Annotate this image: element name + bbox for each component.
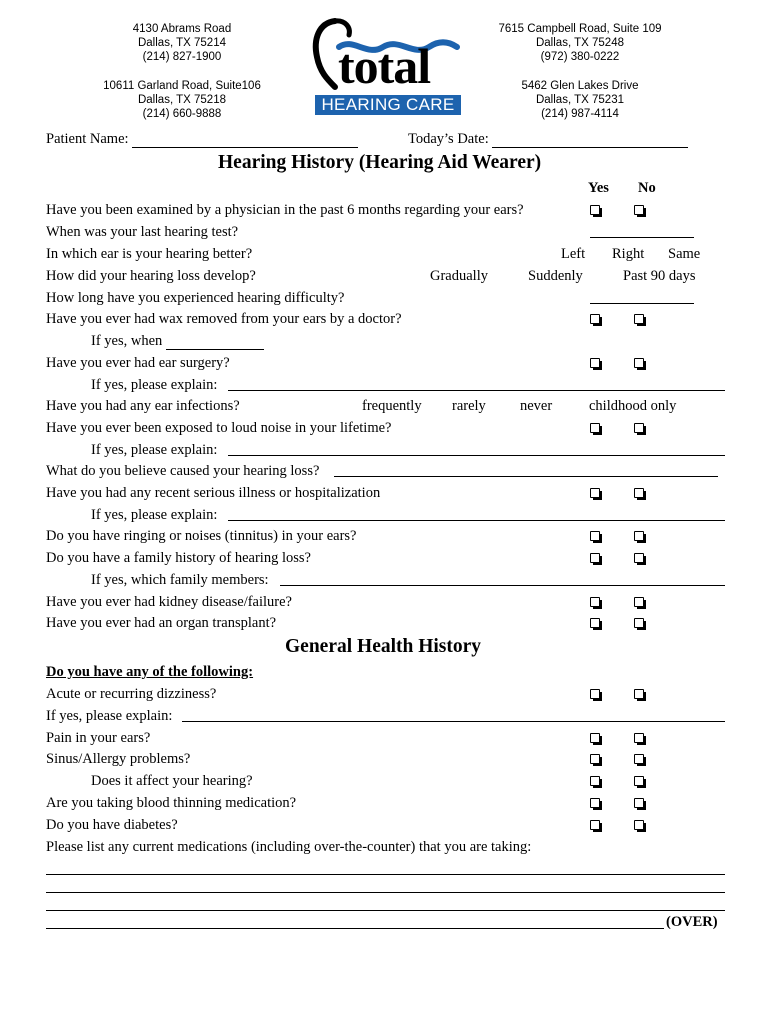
sinus-yes-checkbox[interactable] bbox=[590, 754, 600, 764]
over-note: (OVER) bbox=[666, 914, 718, 930]
address-line: Dallas, TX 75218 bbox=[137, 94, 226, 106]
dizziness-if-yes-explain: If yes, please explain: bbox=[46, 708, 173, 724]
question-kidney: Have you ever had kidney disease/failure? bbox=[46, 594, 292, 610]
general-health-title: General Health History bbox=[285, 636, 482, 657]
question-affect-hearing: Does it affect your hearing? bbox=[91, 773, 253, 789]
illness-no-checkbox[interactable] bbox=[634, 488, 644, 498]
question-blood-thinning: Are you taking blood thinning medication? bbox=[46, 795, 297, 811]
question-last-test: When was your last hearing test? bbox=[46, 224, 239, 240]
noise-no-checkbox[interactable] bbox=[634, 423, 644, 433]
address-line: 4130 Abrams Road bbox=[132, 23, 232, 35]
address-bottom-right bbox=[480, 79, 680, 121]
option-childhood-only[interactable]: childhood only bbox=[589, 398, 677, 414]
option-never[interactable]: never bbox=[520, 398, 553, 414]
address-line: (214) 987-4114 bbox=[541, 108, 619, 120]
tinnitus-no-checkbox[interactable] bbox=[634, 531, 644, 541]
option-gradually[interactable]: Gradually bbox=[430, 268, 488, 284]
patient-name-field[interactable] bbox=[132, 135, 358, 148]
examined-yes-checkbox[interactable] bbox=[590, 205, 600, 215]
patient-name-text: Patient Name: bbox=[46, 131, 129, 147]
medications-field-4[interactable] bbox=[46, 928, 664, 929]
diabetes-yes-checkbox[interactable] bbox=[590, 820, 600, 830]
address-line: 10611 Garland Road, Suite106 bbox=[103, 80, 261, 92]
noise-if-yes-explain: If yes, please explain: bbox=[91, 442, 218, 458]
dizziness-no-checkbox[interactable] bbox=[634, 689, 644, 699]
question-wax: Have you ever had wax removed from your ears by a doctor? bbox=[46, 311, 402, 327]
surgery-if-yes-explain: If yes, please explain: bbox=[91, 377, 218, 393]
question-dizziness: Acute or recurring dizziness? bbox=[46, 686, 217, 702]
todays-date-label bbox=[408, 131, 688, 148]
illness-explain-field[interactable] bbox=[228, 520, 725, 521]
logo-band bbox=[315, 95, 461, 115]
address-top-left bbox=[82, 22, 282, 64]
affect-no-checkbox[interactable] bbox=[634, 776, 644, 786]
option-past-90-days[interactable]: Past 90 days bbox=[623, 268, 696, 284]
medications-field-3[interactable] bbox=[46, 910, 725, 911]
question-sinus: Sinus/Allergy problems? bbox=[46, 751, 191, 767]
question-medications: Please list any current medications (including over-the-counter) that you are taking: bbox=[46, 839, 532, 855]
address-line: Dallas, TX 75214 bbox=[137, 37, 226, 49]
family-members-field[interactable] bbox=[280, 585, 725, 586]
address-bottom-left bbox=[82, 79, 282, 121]
wax-when-field[interactable] bbox=[166, 337, 264, 350]
logo-band-text: HEARING CARE bbox=[321, 95, 455, 114]
family-yes-checkbox[interactable] bbox=[590, 553, 600, 563]
question-family: Do you have a family history of hearing loss? bbox=[46, 550, 311, 566]
address-top-right bbox=[480, 22, 680, 64]
affect-yes-checkbox[interactable] bbox=[590, 776, 600, 786]
todays-date-field[interactable] bbox=[492, 135, 688, 148]
option-suddenly[interactable]: Suddenly bbox=[528, 268, 583, 284]
diabetes-no-checkbox[interactable] bbox=[634, 820, 644, 830]
transplant-yes-checkbox[interactable] bbox=[590, 618, 600, 628]
question-surgery: Have you ever had ear surgery? bbox=[46, 355, 230, 371]
dizziness-yes-checkbox[interactable] bbox=[590, 689, 600, 699]
kidney-no-checkbox[interactable] bbox=[634, 597, 644, 607]
cause-field[interactable] bbox=[334, 476, 718, 477]
question-pain: Pain in your ears? bbox=[46, 730, 151, 746]
family-no-checkbox[interactable] bbox=[634, 553, 644, 563]
option-right[interactable]: Right bbox=[612, 246, 645, 262]
question-better-ear: In which ear is your hearing better? bbox=[46, 246, 253, 262]
address-line: 7615 Campbell Road, Suite 109 bbox=[498, 23, 662, 35]
surgery-no-checkbox[interactable] bbox=[634, 358, 644, 368]
noise-yes-checkbox[interactable] bbox=[590, 423, 600, 433]
logo-word: total bbox=[338, 38, 431, 94]
address-line: Dallas, TX 75231 bbox=[535, 94, 624, 106]
address-line: 5462 Glen Lakes Drive bbox=[521, 80, 639, 92]
total-hearing-care-logo bbox=[305, 17, 465, 123]
surgery-yes-checkbox[interactable] bbox=[590, 358, 600, 368]
general-health-subhead: Do you have any of the following: bbox=[46, 664, 254, 680]
blood-no-checkbox[interactable] bbox=[634, 798, 644, 808]
wax-no-checkbox[interactable] bbox=[634, 314, 644, 324]
medications-field-2[interactable] bbox=[46, 892, 725, 893]
wax-if-yes-when bbox=[91, 333, 264, 350]
surgery-explain-field[interactable] bbox=[228, 390, 725, 391]
question-examined: Have you been examined by a physician in the past 6 months regarding your ears? bbox=[46, 202, 524, 218]
sinus-no-checkbox[interactable] bbox=[634, 754, 644, 764]
question-develop: How did your hearing loss develop? bbox=[46, 268, 256, 284]
no-column-header: No bbox=[638, 180, 656, 196]
question-diabetes: Do you have diabetes? bbox=[46, 817, 178, 833]
option-same[interactable]: Same bbox=[668, 246, 701, 262]
how-long-field[interactable] bbox=[590, 303, 694, 304]
tinnitus-yes-checkbox[interactable] bbox=[590, 531, 600, 541]
wax-yes-checkbox[interactable] bbox=[590, 314, 600, 324]
illness-if-yes-explain: If yes, please explain: bbox=[91, 507, 218, 523]
question-infections: Have you had any ear infections? bbox=[46, 398, 240, 414]
option-rarely[interactable]: rarely bbox=[452, 398, 486, 414]
blood-yes-checkbox[interactable] bbox=[590, 798, 600, 808]
illness-yes-checkbox[interactable] bbox=[590, 488, 600, 498]
address-line: Dallas, TX 75248 bbox=[535, 37, 624, 49]
address-line: (972) 380-0222 bbox=[540, 51, 620, 63]
question-illness: Have you had any recent serious illness or hospitalization bbox=[46, 485, 381, 501]
kidney-yes-checkbox[interactable] bbox=[590, 597, 600, 607]
family-if-yes: If yes, which family members: bbox=[91, 572, 269, 588]
pain-yes-checkbox[interactable] bbox=[590, 733, 600, 743]
patient-name-label bbox=[46, 131, 358, 148]
option-left[interactable]: Left bbox=[561, 246, 586, 262]
if-yes-when-text: If yes, when bbox=[91, 333, 163, 349]
question-transplant: Have you ever had an organ transplant? bbox=[46, 615, 277, 631]
question-tinnitus: Do you have ringing or noises (tinnitus) in your ears? bbox=[46, 528, 357, 544]
question-how-long: How long have you experienced hearing difficulty? bbox=[46, 290, 345, 306]
todays-date-text: Today’s Date: bbox=[408, 131, 489, 147]
last-test-field[interactable] bbox=[590, 237, 694, 238]
dizziness-explain-field[interactable] bbox=[182, 721, 725, 722]
question-noise: Have you ever been exposed to loud noise in your lifetime? bbox=[46, 420, 392, 436]
examined-no-checkbox[interactable] bbox=[634, 205, 644, 215]
yes-column-header: Yes bbox=[588, 180, 609, 196]
option-frequently[interactable]: frequently bbox=[362, 398, 422, 414]
address-line: (214) 660-9888 bbox=[142, 108, 222, 120]
transplant-no-checkbox[interactable] bbox=[634, 618, 644, 628]
hearing-history-title: Hearing History (Hearing Aid Wearer) bbox=[218, 152, 542, 173]
address-line: (214) 827-1900 bbox=[142, 51, 222, 63]
question-cause: What do you believe caused your hearing loss? bbox=[46, 463, 320, 479]
medications-field-1[interactable] bbox=[46, 874, 725, 875]
pain-no-checkbox[interactable] bbox=[634, 733, 644, 743]
noise-explain-field[interactable] bbox=[228, 455, 725, 456]
